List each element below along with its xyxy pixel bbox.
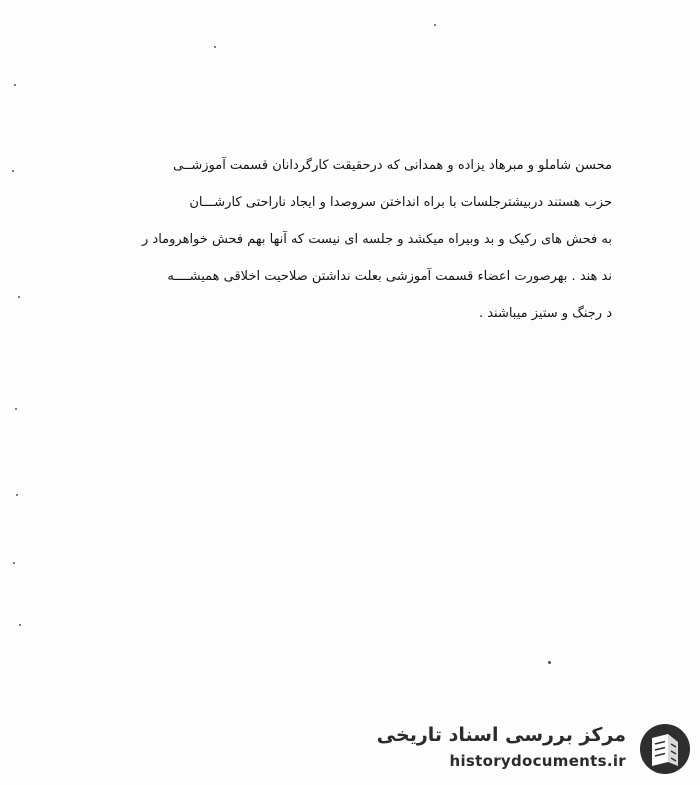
scan-speck [18,296,20,298]
document-line: د رجنگ و ستیز میباشند . [478,306,612,321]
document-body [100,147,612,332]
watermark-url: historydocuments.ir [449,752,626,770]
document-line: به فحش های رکیک و بد وبیراه میکشد و جلسه ای نیست که آنها بهم فحش خواهروماد ر [142,232,612,247]
scan-speck [434,24,436,26]
document-line: حزب هستند دربیشترجلسات با براه انداختن سروصدا و ایجاد ناراحتی کارشـــان [189,195,612,210]
scan-speck [14,84,16,86]
folded-document-logo-icon [638,722,692,776]
scan-speck [548,661,551,664]
scan-speck [15,408,17,410]
scan-speck [214,46,216,48]
document-line: ند هند . بهرصورت اعضاء قسمت آموزشی بعلت نداشتن صلاحیت اخلاقی همیشــــه [167,269,612,284]
scan-speck [13,562,15,564]
scan-speck [19,624,21,626]
watermark [376,720,692,780]
scan-speck [12,170,14,172]
watermark-title: مرکز بررسی اسناد تاریخی [376,724,626,746]
scan-speck [16,494,18,496]
document-line: محسن شاملو و مبرهاد یزاده و همدانی که درحقیقت کارگردانان قسمت آموزشــی [172,158,612,173]
